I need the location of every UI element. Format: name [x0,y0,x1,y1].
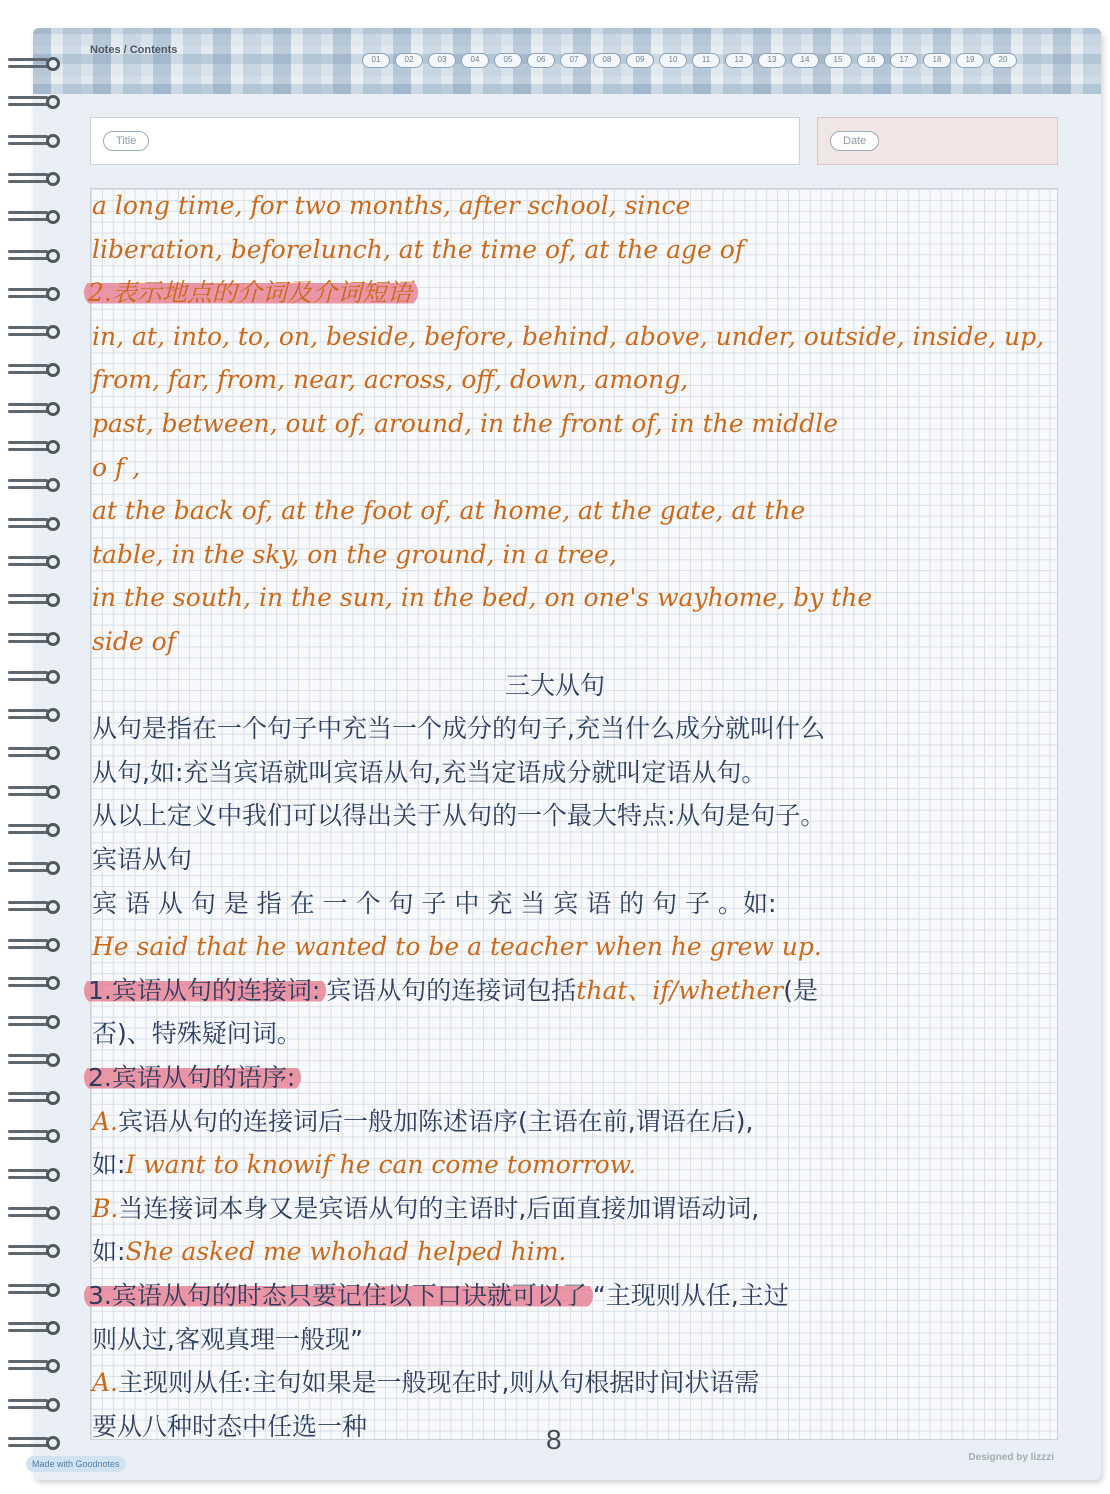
spiral-ring [8,400,64,420]
spiral-ring [8,361,64,381]
spiral-ring [8,821,64,841]
note-text: 从句是指在一个句子中充当一个成分的句子,充当什么成分就叫什么 [92,714,825,744]
page-tab[interactable]: 07 [560,53,588,68]
spiral-ring [8,247,64,267]
spiral-ring [8,285,64,305]
spiral-ring [8,859,64,879]
note-line [92,888,776,920]
page-tab[interactable]: 02 [395,53,423,68]
note-line [92,1324,363,1356]
page-tab[interactable]: 14 [791,53,819,68]
spiral-ring [8,1319,64,1339]
note-line [88,975,819,1007]
spiral-ring [8,1166,64,1186]
page-tab[interactable]: 20 [989,53,1017,68]
note-line [92,1018,302,1050]
page-tab[interactable]: 10 [659,53,687,68]
example-sentence: that、if/whether [576,975,784,1005]
note-line [92,190,690,222]
page-tab[interactable]: 05 [494,53,522,68]
spiral-ring [8,553,64,573]
note-line [92,844,192,876]
note-text: 从以上定义中我们可以得出关于从句的一个最大特点:从句是句子。 [92,801,826,831]
spiral-ring [8,898,64,918]
note-line [92,452,140,484]
page-tab[interactable]: 13 [758,53,786,68]
note-line [92,1106,753,1138]
title-field[interactable] [90,117,800,165]
spiral-ring [8,132,64,152]
note-text: 宾语从句 [92,845,193,874]
spiral-ring [8,323,64,343]
note-line [92,800,825,832]
note-text: a long time, for two months, after school, since [92,191,691,220]
note-line [92,931,822,963]
note-text: B. [92,1193,119,1223]
note-line [505,670,605,702]
note-line [88,1062,301,1094]
page-tab[interactable]: 16 [857,53,885,68]
spiral-ring [8,1242,64,1262]
page-tab[interactable]: 01 [362,53,390,68]
note-text: A. [92,1106,119,1136]
spiral-ring [8,1434,64,1454]
designer-credit: Designed by lizzzi [968,1452,1054,1463]
note-line [92,626,176,658]
title-label: Title [103,131,149,151]
breadcrumb[interactable]: Notes / Contents [90,44,178,56]
spiral-ring [8,668,64,688]
note-text: 宾语从句的连接词后一般加陈述语序(主语在前,谓语在后), [118,1106,754,1136]
note-line [88,277,418,309]
note-line [92,539,617,571]
page-tab[interactable]: 08 [593,53,621,68]
spiral-ring [8,1204,64,1224]
spiral-ring [8,591,64,611]
page-tab[interactable]: 18 [923,53,951,68]
note-text: 则从过,客观真理一般现” [92,1324,363,1354]
note-line [92,495,805,527]
goodnotes-badge: Made with Goodnotes [26,1456,126,1472]
page-tab[interactable]: 03 [428,53,456,68]
note-line [92,321,1044,353]
spiral-ring [8,476,64,496]
spiral-ring [8,936,64,956]
note-text: “主现则从任,主过 [592,1281,789,1310]
highlighted-heading: 3.宾语从句的时态只要记住以下口诀就可以了 [84,1281,593,1310]
spiral-ring [8,1357,64,1377]
note-text: in, at, into, to, on, beside, before, behind, above, under, outside, inside, up, [92,321,1045,351]
spiral-ring [8,438,64,458]
note-line [92,1149,636,1181]
page-tab[interactable]: 09 [626,53,654,68]
note-text: table, in the sky, on the ground, in a tree, [92,539,617,569]
example-sentence: She asked me whohad helped him. [125,1237,567,1267]
spiral-ring [8,170,64,190]
page-tab[interactable]: 11 [692,53,720,68]
note-text: 三大从句 [505,670,606,700]
note-text: side of [92,627,176,656]
spiral-ring [8,1051,64,1071]
highlighted-heading: 1.宾语从句的连接词: [84,976,326,1005]
spiral-ring [8,208,64,228]
note-text: 宾语从句的连接词包括 [326,975,577,1005]
note-line [92,364,688,396]
page-tab[interactable]: 06 [527,53,555,68]
note-text: He said that he wanted to be a teacher when he grew up. [92,932,822,962]
note-line [92,757,766,789]
spiral-ring [8,706,64,726]
note-line [92,1236,566,1268]
note-line [92,1411,367,1443]
note-line [92,713,825,745]
page-tabs [362,53,1017,68]
note-text: o f , [92,452,141,482]
page-tab[interactable]: 12 [725,53,753,68]
note-text: 从句,如:充当宾语就叫宾语从句,充当定语成分就叫定语从句。 [92,757,767,787]
note-text: (是 [783,975,819,1005]
spiral-ring [8,1089,64,1109]
page-tab[interactable]: 17 [890,53,918,68]
note-line [92,234,744,266]
spiral-ring [8,1281,64,1301]
note-line [92,582,872,614]
note-line [92,1193,759,1225]
example-sentence: I want to knowif he can come tomorrow. [125,1150,637,1180]
page-tab[interactable]: 15 [824,53,852,68]
note-text: liberation, beforelunch, at the time of, at the age of [92,234,745,264]
spiral-ring [8,1127,64,1147]
spiral-ring [8,1396,64,1416]
note-text: 要从八种时态中任选一种 [92,1411,368,1441]
date-label: Date [830,131,879,151]
note-text: 否)、特殊疑问词。 [92,1019,302,1049]
spiral-ring [8,55,64,75]
spiral-ring [8,783,64,803]
note-text: from, far, from, near, across, off, down, among, [92,365,689,395]
date-field[interactable] [817,117,1058,165]
spiral-ring [8,515,64,535]
page-tab[interactable]: 19 [956,53,984,68]
spiral-ring [8,1013,64,1033]
note-text: 当连接词本身又是宾语从句的主语时,后面直接加谓语动词, [118,1193,760,1223]
note-line [92,408,838,440]
spiral-ring [8,744,64,764]
note-text: 主现则从任:主句如果是一般现在时,则从句根据时间状语需 [118,1368,760,1398]
note-text: 宾 语 从 句 是 指 在 一 个 句 子 中 充 当 宾 语 的 句 子 。如: [92,888,777,918]
spiral-ring [8,974,64,994]
note-text: in the south, in the sun, in the bed, on one's wayhome, by the [92,583,873,613]
page-tab[interactable]: 04 [461,53,489,68]
page-number: 8 [546,1424,562,1455]
highlighted-heading: 2.表示地点的介词及介词短语 [84,278,418,307]
note-text: 如: [92,1150,126,1180]
note-text: past, between, out of, around, in the front of, in the middle [92,409,838,438]
note-text: 如: [92,1237,126,1267]
note-text: A. [92,1368,119,1398]
highlighted-heading: 2.宾语从句的语序: [84,1063,301,1092]
spiral-ring [8,630,64,650]
note-line [92,1367,759,1399]
note-line [88,1280,789,1312]
spiral-ring [8,93,64,113]
note-text: at the back of, at the foot of, at home, at the gate, at the [92,496,806,526]
